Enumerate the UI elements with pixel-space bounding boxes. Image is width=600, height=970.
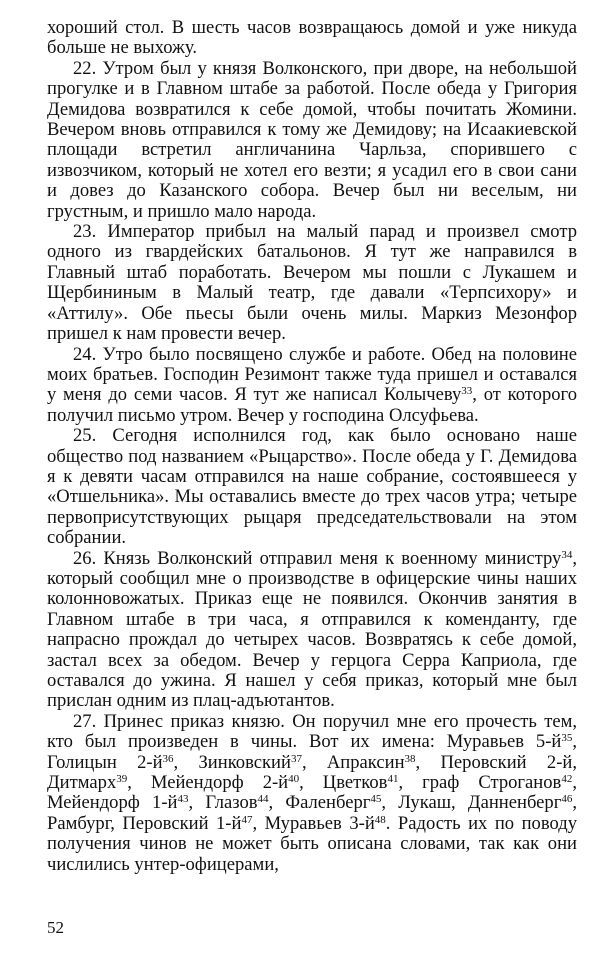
paragraph-text: . Радость их по поводу получения чинов не может быть описана словами, так как они числились унтер-офицерами,: [47, 812, 577, 875]
paragraph-text: , Перовский 2-й, Дитмарх: [47, 751, 577, 794]
footnote-ref: 45: [370, 793, 382, 806]
paragraph-text: , который сообщил мне о производстве в офицерские чины наших колонновожатых. Приказ еще не появился. Окончив занятия в Главном штабе в три часа, я отправился к коменданту, где напрасно прождал до четырех часов. Возвратясь к себе домой, застал всех за обедом. Вечер у герцога Серра Каприола, где оставался до ужина. Я нашел у себя приказ, который мне был прислан одним из плац-адъютантов.: [47, 547, 577, 712]
footnote-ref: 35: [561, 732, 573, 745]
paragraph-text: , Голицын 2-й: [47, 731, 577, 773]
paragraph-text: , Муравьев 3-й: [252, 812, 375, 834]
footnote-ref: 42: [561, 773, 573, 786]
paragraph-text: 26. Князь Волконский отправил меня к военному министру: [73, 547, 562, 569]
footnote-ref: 44: [257, 793, 269, 806]
footnote-ref: 34: [561, 548, 573, 561]
page-body: [47, 18, 577, 875]
footnote-ref: 39: [116, 773, 128, 786]
paragraph-text: 27. Принес приказ князю. Он поручил мне его прочесть тем, кто был произведен в чины. Вот их имена: Муравьев 5-й: [47, 710, 577, 753]
paragraph-text: , Фаленберг: [268, 792, 371, 814]
footnote-ref: 43: [177, 793, 189, 806]
paragraph: [47, 426, 577, 548]
paragraph: [47, 712, 577, 875]
paragraph-text: , Апраксин: [301, 751, 405, 773]
footnote-ref: 40: [288, 773, 300, 786]
paragraph-text: 24. Утро было посвящено службе и работе. Обед на половине моих братьев. Господин Резимонт также туда пришел и оставался у меня до семи часов. Я тут же написал Колычеву: [47, 343, 577, 406]
paragraph: [47, 59, 577, 222]
footnote-ref: 36: [162, 752, 174, 765]
paragraph-text: 25. Сегодня исполнился год, как было основано наше общество под названием «Рыцарство». После обеда у Г. Демидова я к девяти часам отправился на наше собрание, состоявшееся у «Отшельника». Мы оставались вместе до трех часов утра; четыре первоприсутствующих рыцаря председательствовали на этом собрании.: [47, 425, 577, 549]
footnote-ref: 47: [241, 813, 253, 826]
footnote-ref: 48: [374, 813, 386, 826]
paragraph-text: , Мейендорф 1-й: [47, 772, 577, 814]
paragraph-text: , граф Строганов: [398, 772, 562, 794]
paragraph: [47, 549, 577, 712]
paragraph-text: хороший стол. В шесть часов возвращаюсь домой и уже никуда больше не выхожу.: [47, 17, 577, 59]
paragraph: [47, 345, 577, 427]
paragraph-text: , Лукаш, Данненберг: [381, 792, 562, 814]
paragraph-text: , Зинковский: [173, 751, 291, 773]
footnote-ref: 33: [461, 385, 473, 398]
footnote-ref: 41: [387, 773, 399, 786]
paragraph-text: , Глазов: [188, 792, 258, 814]
paragraph-text: , Мейендорф 2-й: [127, 772, 289, 794]
paragraph-text: 22. Утром был у князя Волконского, при дворе, на небольшой прогулке и в Главном штабе за работой. После обеда у Григория Демидова возвратился к себе домой, чтобы почитать Жомини. Вечером вновь отправился к тому же Демидову; на Исаакиевской площади встретил англичанина Чарльза, спорившего с извозчиком, который не хотел его везти; я усадил его в свои сани и довез до Казанского собора. Вечер был ни веселым, ни грустным, и пришло мало народа.: [47, 57, 577, 222]
footnote-ref: 37: [290, 752, 302, 765]
paragraph-text: , от которого получил письмо утром. Вечер у господина Олсуфьева.: [47, 384, 577, 426]
footnote-ref: 46: [561, 793, 573, 806]
paragraph: [47, 18, 577, 59]
footnote-ref: 38: [404, 752, 416, 765]
paragraph-text: , Цветков: [299, 772, 388, 794]
page-number: 52: [47, 918, 64, 937]
paragraph: [47, 222, 577, 344]
paragraph-text: 23. Император прибыл на малый парад и произвел смотр одного из гвардейских батальонов. Я тут же направился в Главный штаб поработать. Вечером мы пошли с Лукашем и Щербининым в Малый театр, где давали «Терпсихору» и «Аттилу». Обе пьесы были очень милы. Маркиз Мезонфор пришел к нам провести вечер.: [47, 221, 577, 345]
paragraph-text: , Рамбург, Перовский 1-й: [47, 792, 578, 834]
